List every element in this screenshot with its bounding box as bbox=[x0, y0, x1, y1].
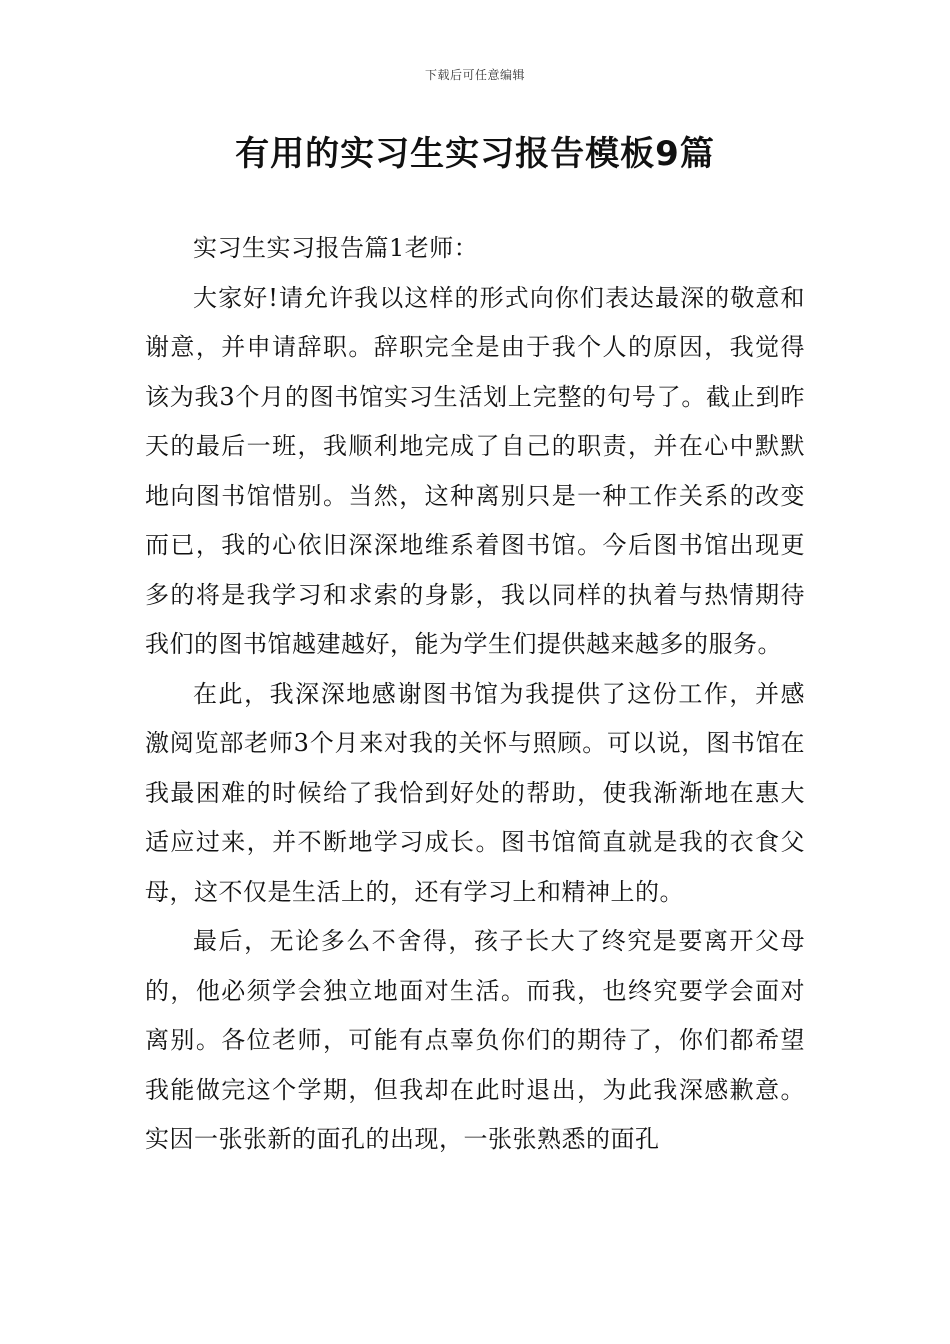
paragraph: 实习生实习报告篇1老师： bbox=[193, 234, 479, 262]
paragraph: 大家好!请允许我以这样的形式向你们表达最深的敬意和谢意，并申请辞职。辞职完全是由于我个人的原因，我觉得该为我3个月的图书馆实习生活划上完整的句号了。截止到昨天的最后一班，我顺利地完成了自己的职责，并在心中默默地向图书馆惜别。当然，这种离别只是一种工作关系的改变而已，我的心依旧深深地维系着图书馆。今后图书馆出现更多的将是我学习和求索的身影，我以同样的执着与热情期待我们的图书馆越建越好，能为学生们提供越来越多的服务。 bbox=[145, 283, 805, 658]
header-note: 下载后可任意编辑 bbox=[424, 68, 525, 82]
document-title: 有用的实习生实习报告模板9篇 bbox=[235, 134, 715, 174]
paragraph: 在此，我深深地感谢图书馆为我提供了这份工作，并感激阅览部老师3个月来对我的关怀与照顾。可以说，图书馆在我最困难的时候给了我恰到好处的帮助，使我渐渐地在惠大适应过来，并不断地学习成长。图书馆简直就是我的衣食父母，这不仅是生活上的，还有学习上和精神上的。 bbox=[145, 679, 805, 906]
document-body bbox=[145, 224, 805, 1165]
paragraph: 最后，无论多么不舍得，孩子长大了终究是要离开父母的，他必须学会独立地面对生活。而我，也终究要学会面对离别。各位老师，可能有点辜负你们的期待了，你们都希望我能做完这个学期，但我却在此时退出，为此我深感歉意。实因一张张新的面孔的出现，一张张熟悉的面孔 bbox=[145, 927, 805, 1153]
